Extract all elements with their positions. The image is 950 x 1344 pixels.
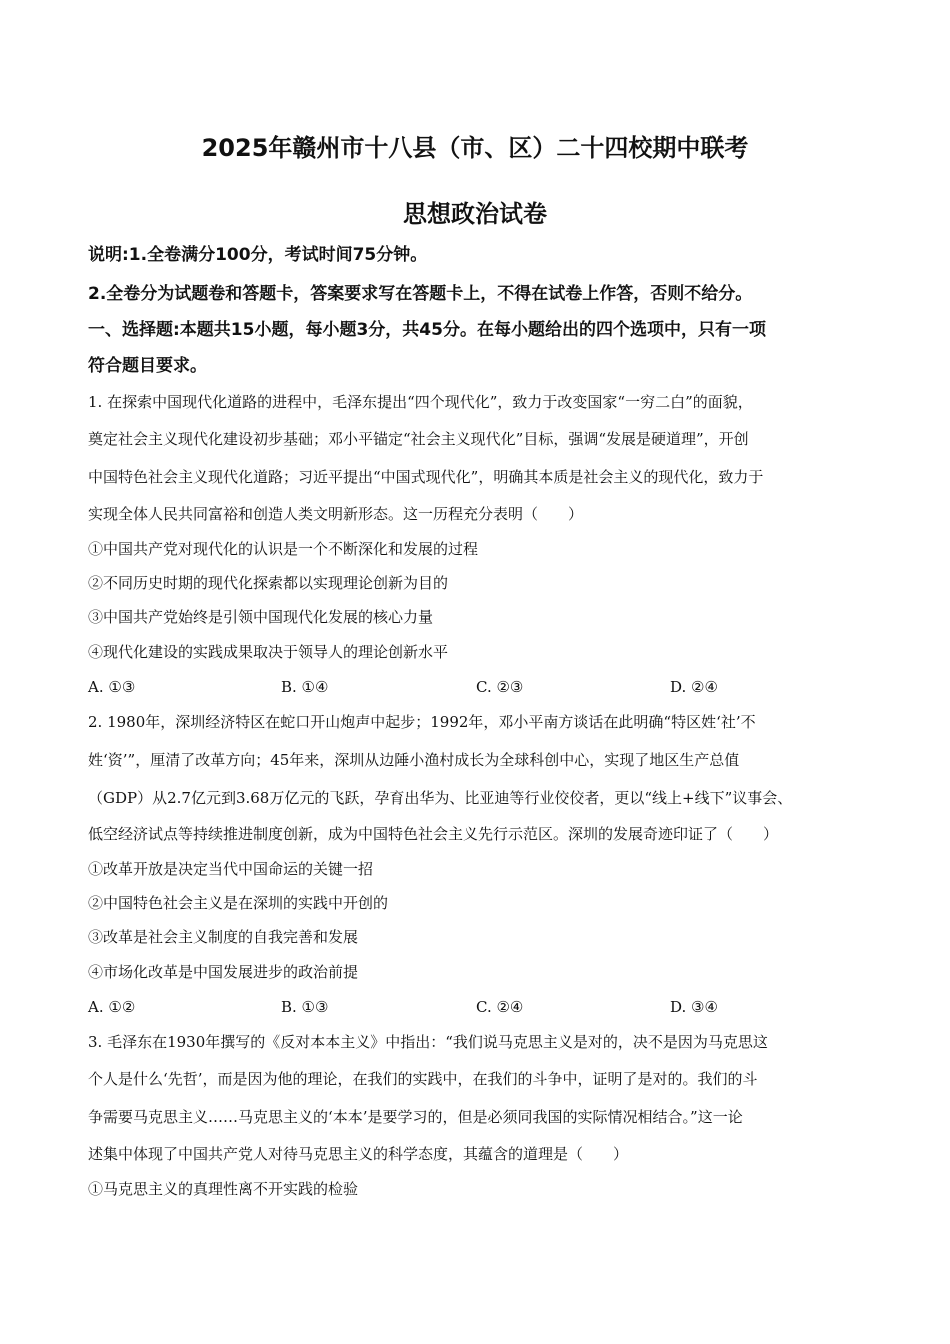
statement-2: ②不同历史时期的现代化探索都以实现理论创新为目的 <box>88 574 449 592</box>
option-b[interactable]: B. ①④ <box>281 678 329 696</box>
question-stem-line: 3. 毛泽东在1930年撰写的《反对本本主义》中指出：“我们说马克思主义是对的，决不是因为马克思这 <box>88 1033 768 1051</box>
statement-1: ①改革开放是决定当代中国命运的关键一招 <box>88 860 374 878</box>
option-d[interactable]: D. ②④ <box>670 678 718 696</box>
question-stem-line: 奠定社会主义现代化建设初步基础；邓小平锚定“社会主义现代化”目标，强调“发展是硬道理”，开创 <box>88 430 749 448</box>
instruction-1: 说明:1.全卷满分100分，考试时间75分钟。 <box>88 245 428 265</box>
question-stem-line: 述集中体现了中国共产党人对待马克思主义的科学态度，其蕴含的道理是（ ） <box>88 1145 629 1163</box>
instruction-2: 2.全卷分为试题卷和答题卡，答案要求写在答题卡上，不得在试卷上作答，否则不给分。 <box>88 284 753 304</box>
section-heading-line-2: 符合题目要求。 <box>88 356 207 376</box>
option-b[interactable]: B. ①③ <box>281 998 329 1016</box>
statement-3: ③改革是社会主义制度的自我完善和发展 <box>88 928 359 946</box>
option-a[interactable]: A. ①③ <box>88 678 136 696</box>
option-c[interactable]: C. ②④ <box>476 998 524 1016</box>
option-c[interactable]: C. ②③ <box>476 678 524 696</box>
section-heading-line-1: 一、选择题:本题共15小题，每小题3分，共45分。在每小题给出的四个选项中，只有一项 <box>88 320 766 340</box>
option-d[interactable]: D. ③④ <box>670 998 718 1016</box>
statement-2: ②中国特色社会主义是在深圳的实践中开创的 <box>88 894 389 912</box>
exam-title: 2025年赣州市十八县（市、区）二十四校期中联考 <box>201 134 749 162</box>
statement-4: ④市场化改革是中国发展进步的政治前提 <box>88 963 359 981</box>
question-stem-line: 1. 在探索中国现代化道路的进程中，毛泽东提出“四个现代化”，致力于改变国家“一穷二白”的面貌， <box>88 393 753 411</box>
question-stem-line: （GDP）从2.7亿元到3.68万亿元的飞跃，孕育出华为、比亚迪等行业佼佼者，更以“线上+线下”议事会、 <box>88 789 793 807</box>
question-stem-line: 个人是什么‘先哲’，而是因为他的理论，在我们的实践中，在我们的斗争中，证明了是对的。我们的斗 <box>88 1070 758 1088</box>
option-a[interactable]: A. ①② <box>88 998 136 1016</box>
question-stem-line: 低空经济试点等持续推进制度创新，成为中国特色社会主义先行示范区。深圳的发展奇迹印证了（ ） <box>88 825 779 843</box>
statement-4: ④现代化建设的实践成果取决于领导人的理论创新水平 <box>88 643 449 661</box>
statement-1: ①中国共产党对现代化的认识是一个不断深化和发展的过程 <box>88 540 479 558</box>
question-stem-line: 实现全体人民共同富裕和创造人类文明新形态。这一历程充分表明（ ） <box>88 505 584 523</box>
question-stem-line: 姓‘资’”，厘清了改革方向；45年来，深圳从边陲小渔村成长为全球科创中心，实现了地区生产总值 <box>88 751 740 769</box>
question-stem-line: 中国特色社会主义现代化道路；习近平提出“中国式现代化”，明确其本质是社会主义的现代化，致力于 <box>88 468 764 486</box>
statement-3: ③中国共产党始终是引领中国现代化发展的核心力量 <box>88 608 434 626</box>
exam-subject-title: 思想政治试卷 <box>403 200 547 228</box>
question-stem-line: 争需要马克思主义……马克思主义的‘本本’是要学习的，但是必须同我国的实际情况相结合。”这一论 <box>88 1108 743 1126</box>
statement-1: ①马克思主义的真理性离不开实践的检验 <box>88 1180 359 1198</box>
question-stem-line: 2. 1980年，深圳经济特区在蛇口开山炮声中起步；1992年，邓小平南方谈话在此明确“特区姓‘社’不 <box>88 713 756 731</box>
